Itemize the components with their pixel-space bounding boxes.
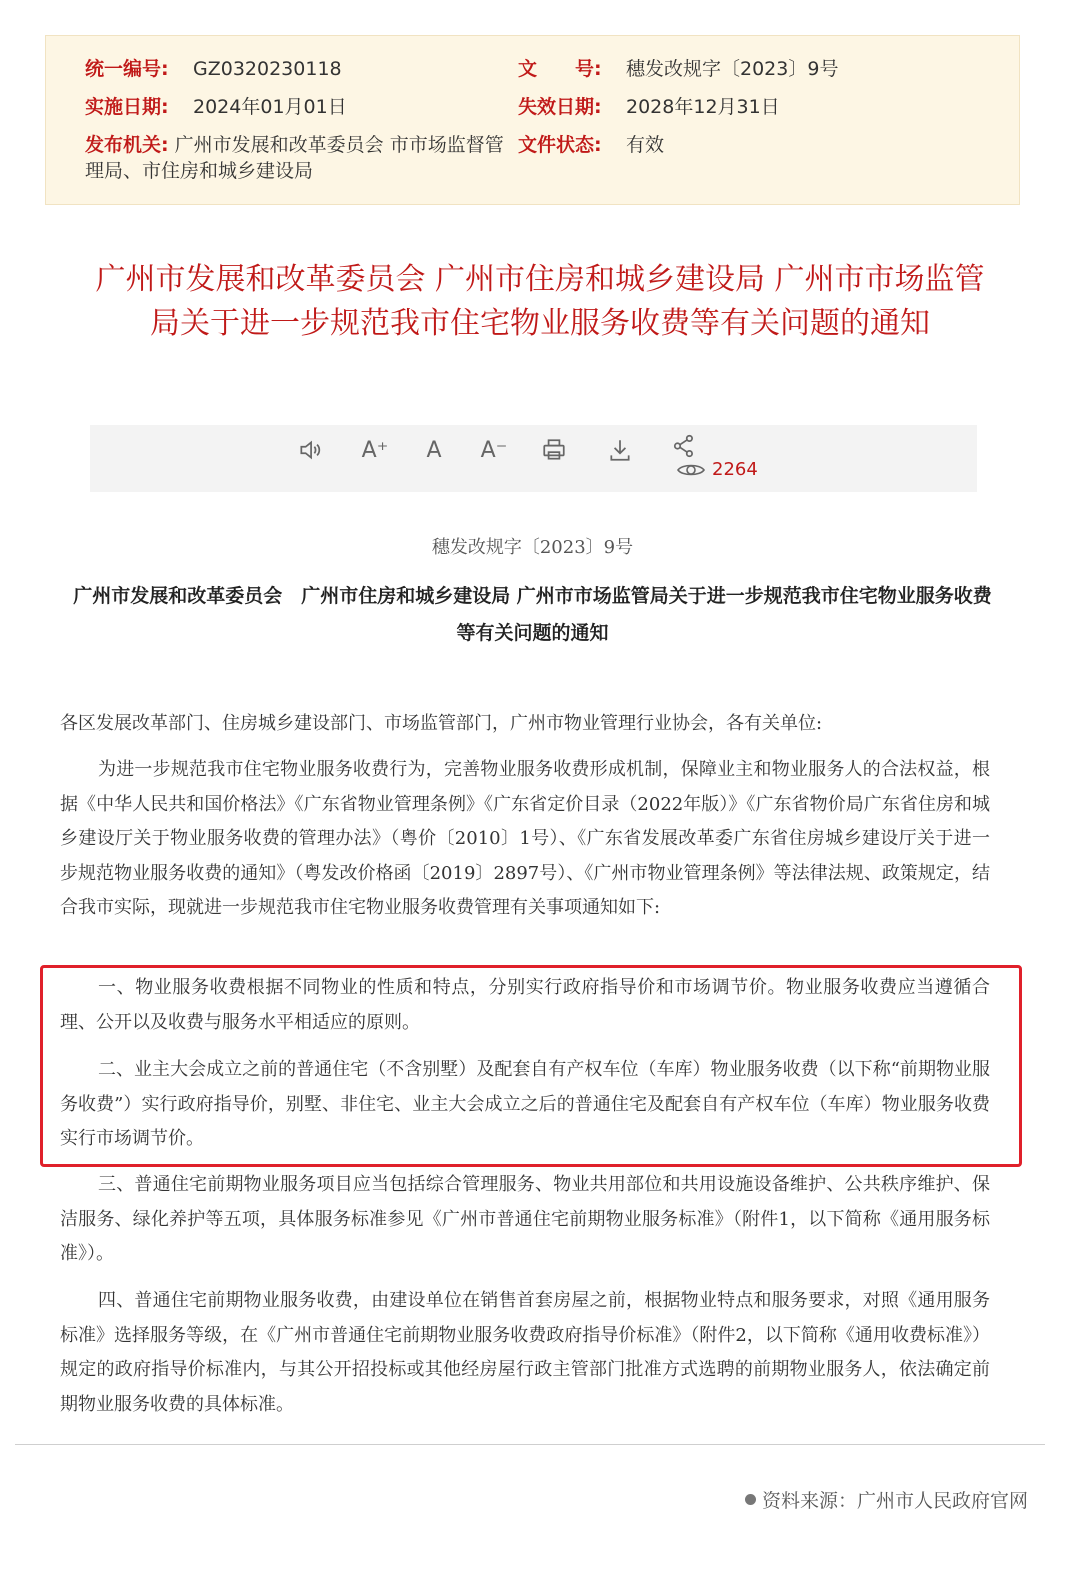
document-subtitle: 广州市发展和改革委员会 广州市住房和城乡建设局 广州市市场监管局关于进一步规范我市住宅物业服务收费等有关问题的通知: [73, 585, 992, 644]
paragraph-3: 三、普通住宅前期物业服务项目应当包括综合管理服务、物业共用部位和共用设施设备维护、公共秩序维护、保洁服务、绿化养护等五项，具体服务标准参见《广州市普通住宅前期物业服务标准》（附件1，以下简称《通用服务标准》）。: [60, 1174, 990, 1264]
source-credit: [745, 1486, 1028, 1513]
meta-value: 2024年01月01日: [193, 96, 347, 118]
document-number: 穗发改规字〔2023〕9号: [431, 537, 634, 558]
page-title: 广州市发展和改革委员会 广州市住房和城乡建设局 广州市市场监管局关于进一步规范我市住宅物业服务收费等有关问题的通知: [95, 262, 985, 341]
meta-value: 广州市发展和改革委员会 市市场监督管理局、市住房和城乡建设局: [85, 134, 504, 182]
eye-icon: [676, 460, 706, 480]
font-default-label: A: [426, 437, 442, 463]
meta-value: 有效: [626, 134, 665, 156]
article-toolbar: [90, 425, 977, 492]
speaker-icon[interactable]: [293, 433, 327, 467]
meta-effective-date: [85, 88, 347, 126]
meta-label: 发布机关:: [85, 134, 169, 156]
meta-status: [518, 126, 664, 164]
font-increase-label: A⁺: [361, 437, 389, 463]
font-decrease-icon[interactable]: [477, 433, 511, 467]
view-count-value: 2264: [712, 459, 758, 480]
paragraph-4: 四、普通住宅前期物业服务收费，由建设单位在销售首套房屋之前，根据物业特点和服务要求，对照《通用服务标准》选择服务等级，在《广州市普通住宅前期物业服务收费政府指导价标准》（附件2，以下简称《通用收费标准》）规定的政府指导价标准内，与其公开招投标或其他经房屋行政主管部门批准方式选聘的前期物业服务人，依法确定前期物业服务收费的具体标准。: [60, 1290, 990, 1415]
meta-label: 失效日期:: [518, 96, 602, 118]
meta-expiry-date: [518, 88, 780, 126]
meta-issuer: [85, 132, 515, 184]
meta-value: 穗发改规字〔2023〕9号: [626, 58, 839, 80]
source-text: 资料来源：广州市人民政府官网: [761, 1490, 1028, 1512]
meta-label: 文 号:: [518, 58, 602, 80]
paragraph-1: 一、物业服务收费根据不同物业的性质和特点，分别实行政府指导价和市场调节价。物业服务收费应当遵循合理、公开以及收费与服务水平相适应的原则。: [60, 977, 990, 1033]
intro-paragraph: 为进一步规范我市住宅物业服务收费行为，完善物业服务收费形成机制，保障业主和物业服务人的合法权益，根据《中华人民共和国价格法》《广东省物业管理条例》《广东省定价目录（2022年版）》《广东省物价局广东省住房和城乡建设厅关于物业服务收费的管理办法》（粤价〔2010〕1号）、《广东省发展改革委广东省住房城乡建设厅关于进一步规范物业服务收费的通知》（粤发改价格函〔2019〕2897号）、《广州市物业管理条例》等法律法规、政策规定，结合我市实际，现就进一步规范我市住宅物业服务收费管理有关事项通知如下:: [60, 759, 990, 918]
font-default-icon[interactable]: [417, 433, 451, 467]
meta-label: 文件状态:: [518, 134, 602, 156]
download-icon[interactable]: [603, 433, 637, 467]
font-decrease-label: A⁻: [480, 437, 508, 463]
meta-doc-no: [518, 50, 838, 88]
meta-value: 2028年12月31日: [626, 96, 780, 118]
meta-value: GZ0320230118: [193, 58, 342, 80]
salutation: 各区发展改革部门、住房城乡建设部门、市场监管部门，广州市物业管理行业协会，各有关单位:: [60, 713, 823, 734]
meta-label: 统一编号:: [85, 58, 169, 80]
divider: [15, 1444, 1045, 1445]
view-count: [676, 459, 758, 480]
meta-unified-no: [85, 50, 342, 88]
bullet-icon: [745, 1494, 756, 1505]
print-icon[interactable]: [537, 433, 571, 467]
highlight-box: [40, 965, 1022, 1167]
share-icon[interactable]: [667, 429, 701, 463]
paragraph-2: 二、业主大会成立之前的普通住宅（不含别墅）及配套自有产权车位（车库）物业服务收费（以下称“前期物业服务收费”）实行政府指导价，别墅、非住宅、业主大会成立之后的普通住宅及配套自有产权车位（车库）物业服务收费实行市场调节价。: [60, 1059, 990, 1149]
meta-label: 实施日期:: [85, 96, 169, 118]
font-increase-icon[interactable]: [358, 433, 392, 467]
